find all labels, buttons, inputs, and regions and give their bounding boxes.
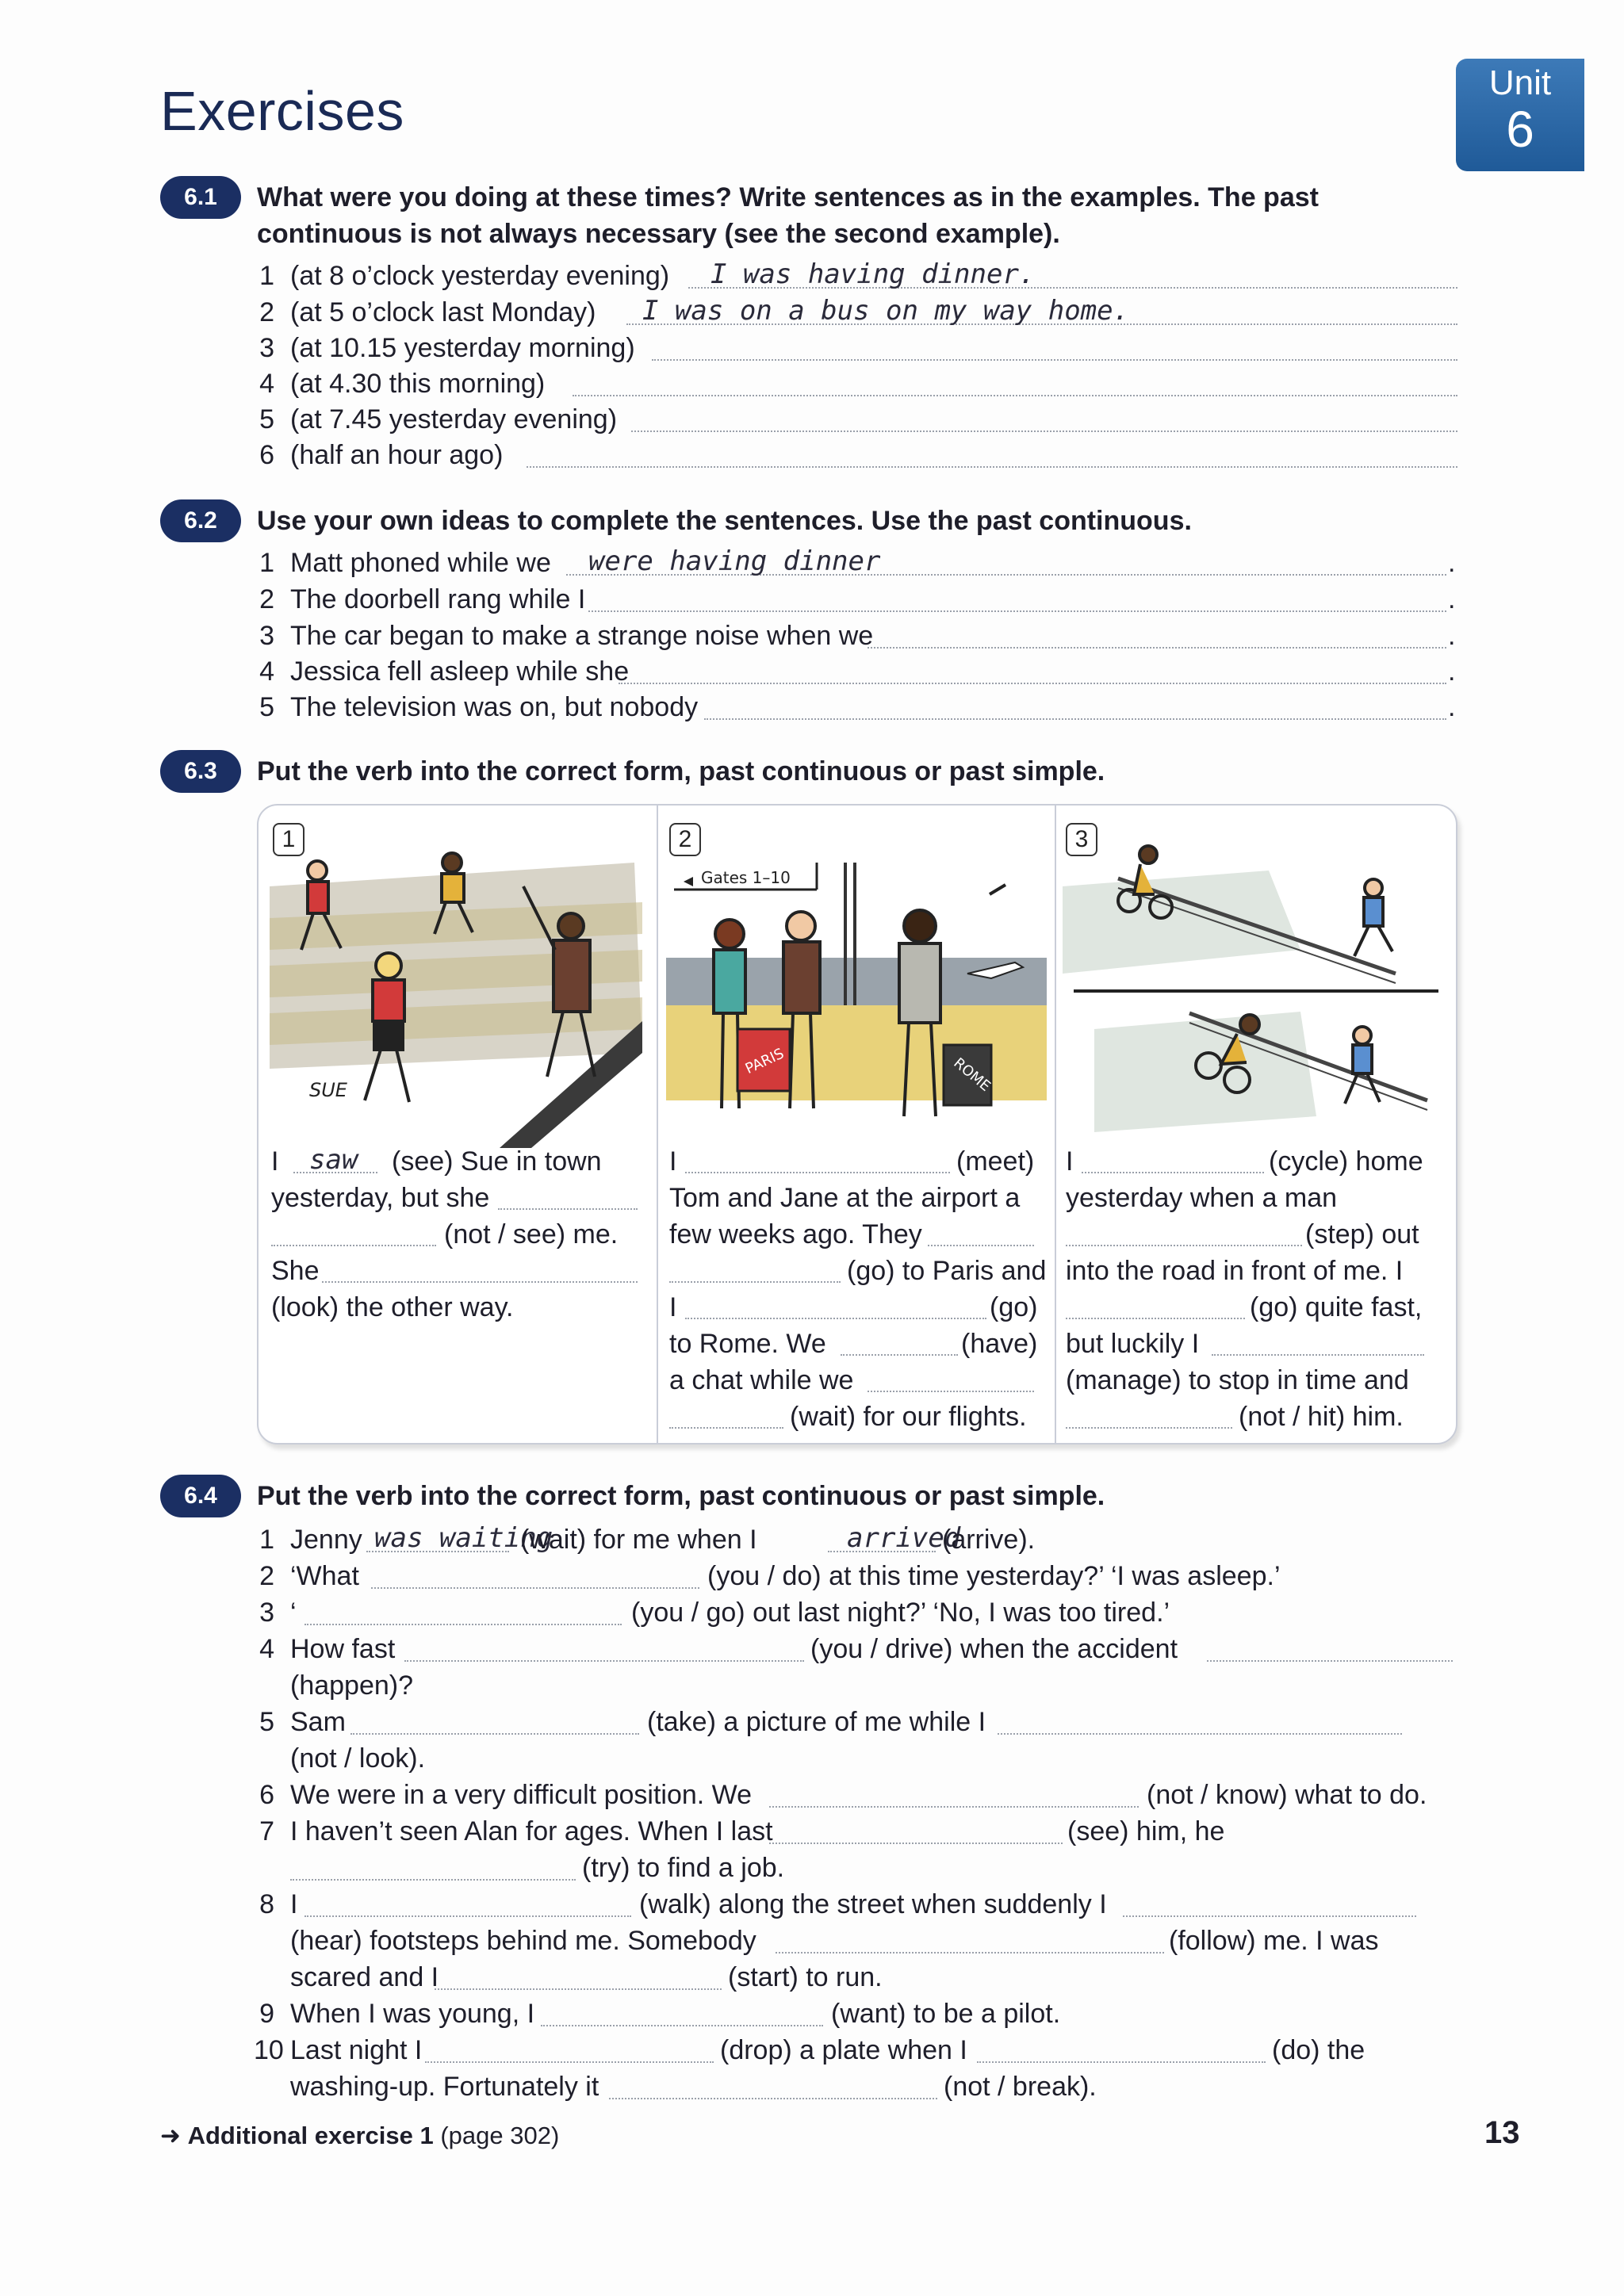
exercise-item [255,366,1461,401]
answer-blank[interactable] [998,1733,1402,1735]
exercise-item-continued: (happen)? [290,1670,414,1701]
exercise-item: 7 I haven’t seen Alan for ages. When I last (see) him, he [255,1814,1461,1849]
rome-bag-label: ROME [950,1054,994,1095]
exercise-item: 3 The car began to make a strange noise when we . [255,618,1461,653]
handwritten-answer: saw [309,1144,358,1176]
exercise-item: 5 Sam (take) a picture of me while I [255,1705,1461,1739]
exercise-badge: 6.4 [160,1475,241,1517]
answer-blank[interactable] [868,647,1446,649]
exercise-item: 1 Matt phoned while we were having dinner . [255,545,1461,580]
exercise-badge: 6.2 [160,499,241,542]
unit-tab [1456,59,1584,171]
item-number: 5 [259,404,274,434]
exercise-item: 8 I (walk) along the street when suddenly I [255,1887,1461,1922]
exercise-item [255,258,1461,293]
exercise-item: 4 Jessica fell asleep while she . [255,654,1461,689]
gates-sign: Gates 1–10 [701,868,791,887]
item-number: 10 [254,2035,284,2065]
exercise-item [255,295,1461,330]
exercise-item-continued: (not / look). [290,1743,426,1774]
exercise-instruction: Use your own ideas to complete the sentences. Use the past continuous. [257,506,1192,536]
answer-blank[interactable] [1066,1245,1302,1246]
answer-blank[interactable] [435,1988,722,1990]
picture-text-line: (step) out [1066,1216,1443,1253]
answer-blank[interactable] [573,395,1457,396]
answer-blank[interactable] [704,718,1446,720]
answer-blank[interactable] [652,359,1457,361]
item-number: 6 [259,440,274,470]
answer-blank[interactable] [271,1245,436,1246]
picture-text-line: (wait) for our flights. [669,1399,1047,1435]
answer-blank[interactable] [1207,1660,1453,1662]
answer-blank[interactable] [1082,1172,1264,1173]
answer-blank[interactable] [1066,1318,1245,1319]
handwritten-answer: was waiting [374,1522,553,1554]
handwritten-answer: were having dinner [588,545,881,577]
exercise-item: 3 ‘ (you / go) out last night?’ ‘No, I was too tired.’ [255,1595,1461,1630]
picture-text-line: I (go) [669,1292,1038,1322]
exercise-instruction: Put the verb into the correct form, past continuous or past simple. [257,756,1105,786]
exercise-item: 10 Last night I (drop) a plate when I (do) the [255,2033,1461,2068]
item-number: 8 [259,1889,274,1919]
item-prompt: Matt phoned while we [290,548,551,578]
picture-text-line: She [271,1253,652,1289]
answer-blank[interactable] [609,2098,937,2099]
exercise-item-continued: scared and I (start) to run. [290,1962,883,1992]
exercise-item [255,402,1461,437]
picture-text-line: (not / hit) him. [1066,1399,1443,1435]
item-prompt: (at 4.30 this morning) [290,369,546,399]
sue-label: SUE [309,1079,347,1101]
exercise-item-continued: washing-up. Fortunately it (not / break). [290,2072,1097,2102]
item-number: 3 [259,621,274,651]
answer-blank[interactable] [1212,1354,1424,1356]
answer-blank[interactable] [669,1427,783,1429]
item-prompt: Jessica fell asleep while she [290,656,630,687]
unit-number: 6 [1506,101,1534,158]
unit-label: Unit [1488,63,1552,102]
item-number: 3 [259,1598,274,1628]
picture-text-line: I (meet) [669,1146,1035,1177]
exercise-item [255,438,1461,473]
picture-text-line: (not / see) me. [271,1216,652,1253]
picture-text-line: I saw (see) Sue in town [271,1143,652,1180]
answer-blank[interactable] [977,2061,1266,2063]
item-number: 1 [259,548,274,578]
item-number: 2 [259,584,274,614]
picture-text-line: (go) to Paris and [669,1253,1047,1289]
arrow-icon: ➜ [160,2122,181,2149]
picture-text-line: yesterday, but she [271,1180,652,1216]
item-prompt: (at 7.45 yesterday evening) [290,404,618,434]
answer-blank[interactable] [304,1915,631,1917]
exercise-item: 1 Jenny was waiting (wait) for me when I arrived (arrive). [255,1522,1461,1557]
page-number: 13 [1484,2115,1520,2150]
picture-text-line: (look) the other way. [271,1292,514,1322]
exercise-item: 9 When I was young, I (want) to be a pilot. [255,1996,1461,2031]
answer-blank[interactable] [404,1660,804,1662]
picture-text-line: (go) quite fast, [1066,1289,1443,1326]
column-divider [1055,806,1056,1443]
answer-blank[interactable] [841,1354,958,1356]
exercise-item [255,331,1461,365]
item-prompt: (at 10.15 yesterday morning) [290,333,635,363]
item-prompt: (at 5 o’clock last Monday) [290,297,596,327]
item-number: 4 [259,656,274,687]
paris-bag-label: PARIS [742,1045,787,1078]
item-number: 4 [259,369,274,399]
exercise-item-continued: (hear) footsteps behind me. Somebody (follow) me. I was [290,1926,1379,1956]
handwritten-answer: I was having dinner. [710,258,1036,290]
answer-blank[interactable] [776,1952,1164,1954]
picture-text-line: I (cycle) home [1066,1146,1423,1177]
picture-text-line: a chat while we [669,1362,1047,1399]
column-divider [657,806,658,1443]
item-number: 4 [259,1634,274,1664]
exercise-item: 5 The television was on, but nobody . [255,690,1461,725]
answer-blank[interactable] [1123,1915,1416,1917]
answer-blank[interactable] [928,1245,1034,1246]
additional-exercise-link[interactable]: ➜ Additional exercise 1 (page 302) [160,2122,560,2149]
answer-blank[interactable] [588,610,1446,612]
exercise-instruction: Put the verb into the correct form, past continuous or past simple. [257,1481,1105,1511]
item-prompt: (half an hour ago) [290,440,504,470]
answer-blank[interactable] [350,1733,639,1735]
answer-blank[interactable] [685,1172,950,1173]
picture-text-line: but luckily I [1066,1326,1443,1362]
answer-blank[interactable] [371,1587,699,1589]
answer-blank[interactable] [669,1281,841,1283]
item-number: 1 [259,1525,274,1555]
picture-text-line: into the road in front of me. I [1066,1256,1404,1286]
answer-blank[interactable] [868,1391,1034,1392]
answer-blank[interactable] [498,1208,638,1210]
exercise-badge: 6.3 [160,750,241,793]
answer-blank[interactable] [527,466,1457,468]
picture-number: 1 [273,823,304,856]
picture-text-line: yesterday when a man [1066,1183,1338,1213]
exercise-item: 2 The doorbell rang while I . [255,582,1461,617]
answer-blank[interactable] [619,683,1446,684]
item-prompt: The television was on, but nobody [290,692,699,722]
exercise-item: 2 ‘What (you / do) at this time yesterday?’ ‘I was asleep.’ [255,1559,1461,1594]
answer-blank[interactable] [769,1843,1063,1844]
item-number: 3 [259,333,274,363]
picture-text-line: Tom and Jane at the airport a [669,1183,1021,1213]
item-number: 7 [259,1816,274,1846]
picture-text-line: (manage) to stop in time and [1066,1365,1409,1395]
item-number: 5 [259,1707,274,1737]
page-title: Exercises [160,80,404,142]
exercise-item-continued: (try) to find a job. [255,1850,1461,1885]
item-number: 2 [259,297,274,327]
answer-blank[interactable] [425,2061,714,2063]
answer-blank[interactable] [304,1624,622,1625]
answer-blank[interactable] [322,1281,638,1283]
cycling-scene-illustration [1063,815,1443,1148]
exercise-instruction: What were you doing at these times? Write sentences as in the examples. The past continuous is not always necessary (see the second example). [257,182,1319,249]
item-number: 2 [259,1561,274,1591]
picture-text-line: few weeks ago. They [669,1216,1047,1253]
answer-blank[interactable] [290,1879,576,1881]
item-number: 9 [259,1999,274,2029]
picture-number: 2 [669,823,701,856]
item-number: 6 [259,1780,274,1810]
picture-text-line: to Rome. We (have) [669,1329,1038,1359]
answer-blank[interactable] [769,1806,1139,1808]
picture-number: 3 [1066,823,1097,856]
handwritten-answer: arrived [847,1522,961,1554]
answer-blank[interactable] [631,430,1457,432]
exercise-item: 4 How fast (you / drive) when the accident [255,1632,1461,1667]
exercise-item: 6 We were in a very difficult position. We (not / know) what to do. [255,1777,1461,1812]
airport-scene-illustration [666,815,1047,1148]
item-prompt: The doorbell rang while I [290,584,586,614]
item-number: 1 [259,261,274,291]
handwritten-answer: I was on a bus on my way home. [642,295,1130,327]
picture-exercise-box [257,804,1457,1445]
item-prompt: The car began to make a strange noise when we [290,621,874,651]
answer-blank[interactable] [685,1318,986,1319]
exercise-badge: 6.1 [160,176,241,219]
item-number: 5 [259,692,274,722]
street-scene-illustration [270,815,650,1148]
answer-blank[interactable] [541,2025,823,2026]
answer-blank[interactable] [1066,1427,1232,1429]
item-prompt: (at 8 o’clock yesterday evening) [290,261,670,291]
